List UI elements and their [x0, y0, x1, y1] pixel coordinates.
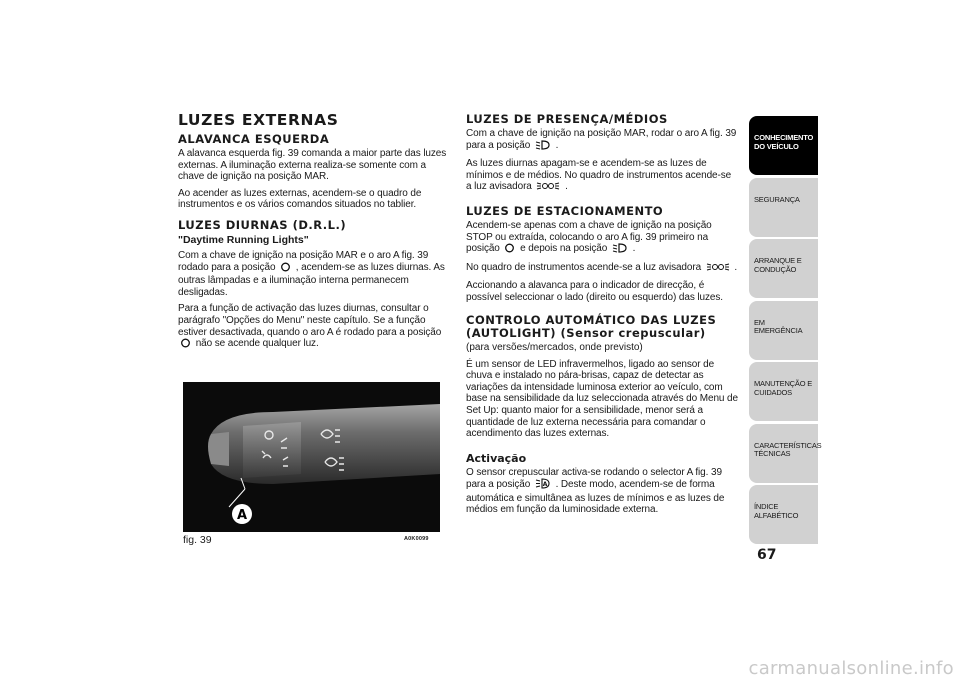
paragraph — [466, 262, 738, 276]
text-fragment: As luzes diurnas apagam-se e acendem-se as luzes de mínimos e de médios. No quadro de instrumentos acende-se a luz avisadora — [466, 158, 732, 193]
tab-seguranca[interactable]: SEGURANÇA — [749, 178, 818, 237]
text-fragment: O sensor crepuscular activa-se rodando o selector A fig. 39 para a posição — [466, 466, 722, 491]
paragraph: Ao acender as luzes externas, acendem-se o quadro de instrumentos e os vários comandos situados no tablier. — [178, 187, 422, 211]
subheading-left-lever: ALAVANCA ESQUERDA — [178, 132, 330, 146]
tab-manutencao-e-cuidados[interactable]: MANUTENÇÃO E CUIDADOS — [749, 362, 818, 421]
text-fragment: , acendem-se as luzes diurnas. As outras lâmpadas e a iluminação interna permanecem desligadas. — [178, 261, 445, 298]
off-ring-icon — [280, 262, 291, 276]
text-fragment: . — [555, 139, 559, 151]
off-ring-icon — [180, 338, 191, 352]
subheading-parking-lights: LUZES DE ESTACIONAMENTO — [466, 203, 664, 218]
subheading-drl: LUZES DIURNAS (D.R.L.) — [178, 217, 347, 232]
lever-figure — [183, 382, 440, 532]
section-heading: LUZES EXTERNAS — [178, 111, 339, 129]
text-fragment: Com a chave de ignição na posição MAR, rodar o aro A fig. 39 para a posição — [466, 128, 737, 151]
tab-arranque-e-conducao[interactable]: ARRANQUE E CONDUÇÃO — [749, 239, 818, 298]
tab-conhecimento-do-veiculo[interactable]: CONHECIMENTO DO VEÍCULO — [749, 116, 818, 175]
chapter-tabs — [749, 116, 822, 547]
tab-indice-alfabetico[interactable]: ÍNDICE ALFABÉTICO — [749, 485, 818, 544]
paragraph — [178, 303, 450, 351]
label-a: A — [236, 508, 248, 523]
paragraph: A alavanca esquerda fig. 39 comanda a maior parte das luzes externas. A iluminação externa realiza-se somente com a chave de ignição na posição MAR. — [178, 148, 447, 183]
text-fragment: . — [565, 181, 568, 193]
auto-light-icon — [535, 478, 551, 493]
paragraph — [466, 158, 738, 195]
low-beam-icon — [612, 243, 628, 257]
subheading-position-lights: LUZES DE PRESENÇA/MÉDIOS — [466, 112, 668, 126]
text-fragment: Com a chave de ignição na posição MAR e o aro A fig. 39 rodado para a posição — [178, 249, 429, 273]
paragraph — [466, 467, 738, 516]
low-beam-icon — [535, 140, 551, 154]
watermark: carmanualsonline.info — [748, 658, 954, 679]
text-fragment: Acendem-se apenas com a chave de ignição na posição STOP ou extraída, colocando o aro A fig. 39 primeiro na posição — [466, 219, 712, 255]
figure-code: A0K0099 — [404, 536, 429, 542]
tab-caracteristicas-tecnicas[interactable]: CARACTERÍSTICAS TÉCNICAS — [749, 424, 818, 483]
tab-em-emergencia[interactable]: EM EMERGÊNCIA — [749, 301, 818, 360]
off-ring-icon — [504, 243, 515, 257]
availability-note: (para versões/mercados, onde previsto) — [466, 341, 643, 353]
subheading-activation: Activação — [466, 451, 527, 465]
text-fragment: . Deste modo, acendem-se de forma automática e simultânea as luzes de mínimos e as luzes de médios em função da luminosidade externa. — [466, 479, 725, 516]
position-lights-warning-icon — [536, 181, 560, 195]
left-column — [178, 112, 450, 357]
subheading-autolight: CONTROLO AUTOMÁTICO DAS LUZES (AUTOLIGHT) (Sensor crepuscular) — [466, 312, 717, 340]
page-number: 67 — [757, 547, 777, 563]
text-fragment: Para a função de activação das luzes diurnas, consultar o parágrafo "Opções do Menu" neste capítulo. Se a função estiver desactivada, quando o aro A é rodado para a posição — [178, 303, 442, 338]
figure-caption: fig. 39 — [183, 534, 212, 546]
text-fragment: . — [632, 243, 636, 255]
paragraph — [466, 220, 738, 257]
svg-text:A: A — [542, 481, 548, 489]
paragraph — [178, 250, 450, 298]
text-fragment: e depois na posição — [520, 243, 608, 255]
paragraph — [466, 128, 738, 153]
text-fragment: No quadro de instrumentos acende-se a luz avisadora — [466, 261, 702, 273]
paragraph: Accionando a alavanca para o indicador de direcção, é possível seleccionar o lado (direito ou esquerdo) das luzes. — [466, 280, 723, 303]
drl-subtitle: "Daytime Running Lights" — [178, 233, 309, 246]
right-column — [466, 112, 738, 521]
position-lights-warning-icon — [706, 262, 730, 276]
paragraph: É um sensor de LED infravermelhos, ligado ao sensor de chuva e instalado no pára-brisas, capaz de detectar as variações da intensidade luminosa exterior ao veículo, com base na sensibilidade da luz seleccionada através do Menu de Set Up: quanto maior for a sensibilidade, menor será a quantidade de luz externa necessária para comandar o acendimento das luzes externas. — [466, 358, 738, 440]
text-fragment: não se acende qualquer luz. — [195, 338, 319, 350]
lever-illustration — [183, 382, 440, 532]
text-fragment: . — [734, 261, 738, 273]
